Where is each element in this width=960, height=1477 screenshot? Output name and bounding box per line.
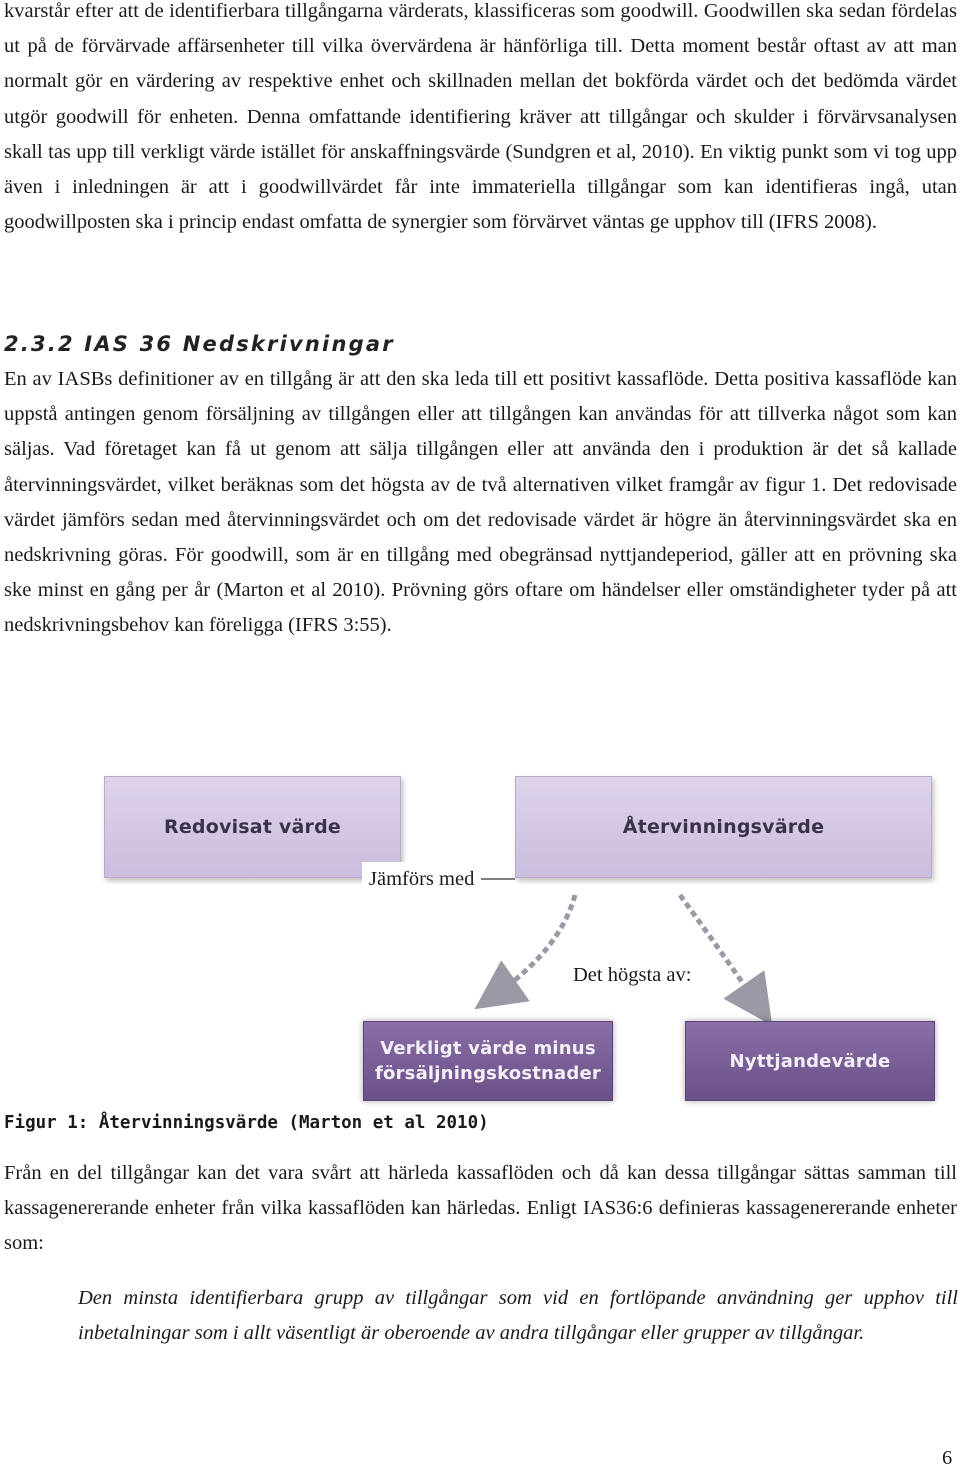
figure-caption: Figur 1: Återvinningsvärde (Marton et al 2010) xyxy=(4,1113,489,1133)
recoverable-amount-label: Återvinningsvärde xyxy=(622,816,825,838)
recoverable-amount-box xyxy=(515,776,932,878)
fair-value-line2: försäljningskostnader xyxy=(375,1063,601,1084)
compare-label: Jämförs med xyxy=(362,862,481,896)
cash-units-paragraph: Från en del tillgångar kan det vara svårt att härleda kassaflöden och då kan dessa tillgångar sättas samman till kassagenererande enheter från vilka kassaflöden kan härledas. Enligt IAS36:6 definieras kassagenererande enheter som: xyxy=(4,1162,957,1255)
ias36-paragraph: En av IASBs definitioner av en tillgång är att den ska leda till ett positivt kassaflöde. Detta positiva kassaflöde kan uppstå antingen genom försäljning av tillgången eller att tillgången kan användas för att tillverka något som kan säljas. Vad företaget kan få ut genom att sälja tillgången eller att använda den i produktion är det så kallade återvinningsvärdet, vilket beräknas som det högsta av de två alternativen vilket framgår av figur 1. Det redovisade värdet jämförs sedan med återvinningsvärdet och om det redovisade värdet är högre än återvinningsvärdet ska en nedskrivning göras. För goodwill, som är en tillgång med obegränsad nyttjandeperiod, gäller att en prövning ska ske minst en gång per år (Marton et al 2010). Prövning görs oftare om händelser eller omständigheter tyder på att nedskrivningsbehov kan föreligga (IFRS 3:55). xyxy=(4,368,957,637)
definition-quote: Den minsta identifierbara grupp av tillgångar som vid en fortlöpande användning ger upphov till inbetalningar som i allt väsentligt är oberoende av andra tillgångar eller grupper av tillgångar. xyxy=(78,1287,958,1345)
reported-value-box xyxy=(104,776,401,878)
section-heading: 2.3.2 IAS 36 Nedskrivningar xyxy=(4,332,395,356)
reported-value-label: Redovisat värde xyxy=(164,816,341,838)
value-in-use-label: Nyttjandevärde xyxy=(729,1050,891,1072)
intro-paragraph: kvarstår efter att de identifierbara tillgångarna värderats, klassificeras som goodwill. Goodwillen ska sedan fördelas ut på de förvärvade affärsenheter till vilka övervärdena är hänförliga till. Detta moment består oftast av att man normalt gör en värdering av respektive enhet och skillnaden mellan det bokförda värdet och det bedömda värdet utgör goodwill för enheten. Denna omfattande identifiering kräver att tillgångar och skulder i förvärvsanalysen skall tas upp till verkligt värde istället för anskaffningsvärde (Sundgren et al, 2010). En viktig punkt som vi tog upp även i inledningen är att i goodwillvärdet får inte immateriella tillgångar som kan identifieras ingå, utan goodwillposten ska i princip endast omfatta de synergier som förvärvet väntas ge upphov till (IFRS 2008). xyxy=(4,0,957,234)
page-number: 6 xyxy=(942,1447,953,1469)
arrow-to-fair-value xyxy=(495,895,575,995)
fair-value-text xyxy=(375,1036,601,1086)
value-in-use-box xyxy=(685,1021,935,1101)
fair-value-line1: Verkligt värde minus xyxy=(380,1038,596,1059)
fair-value-box xyxy=(363,1021,613,1101)
highest-of-label: Det högsta av: xyxy=(567,960,697,990)
